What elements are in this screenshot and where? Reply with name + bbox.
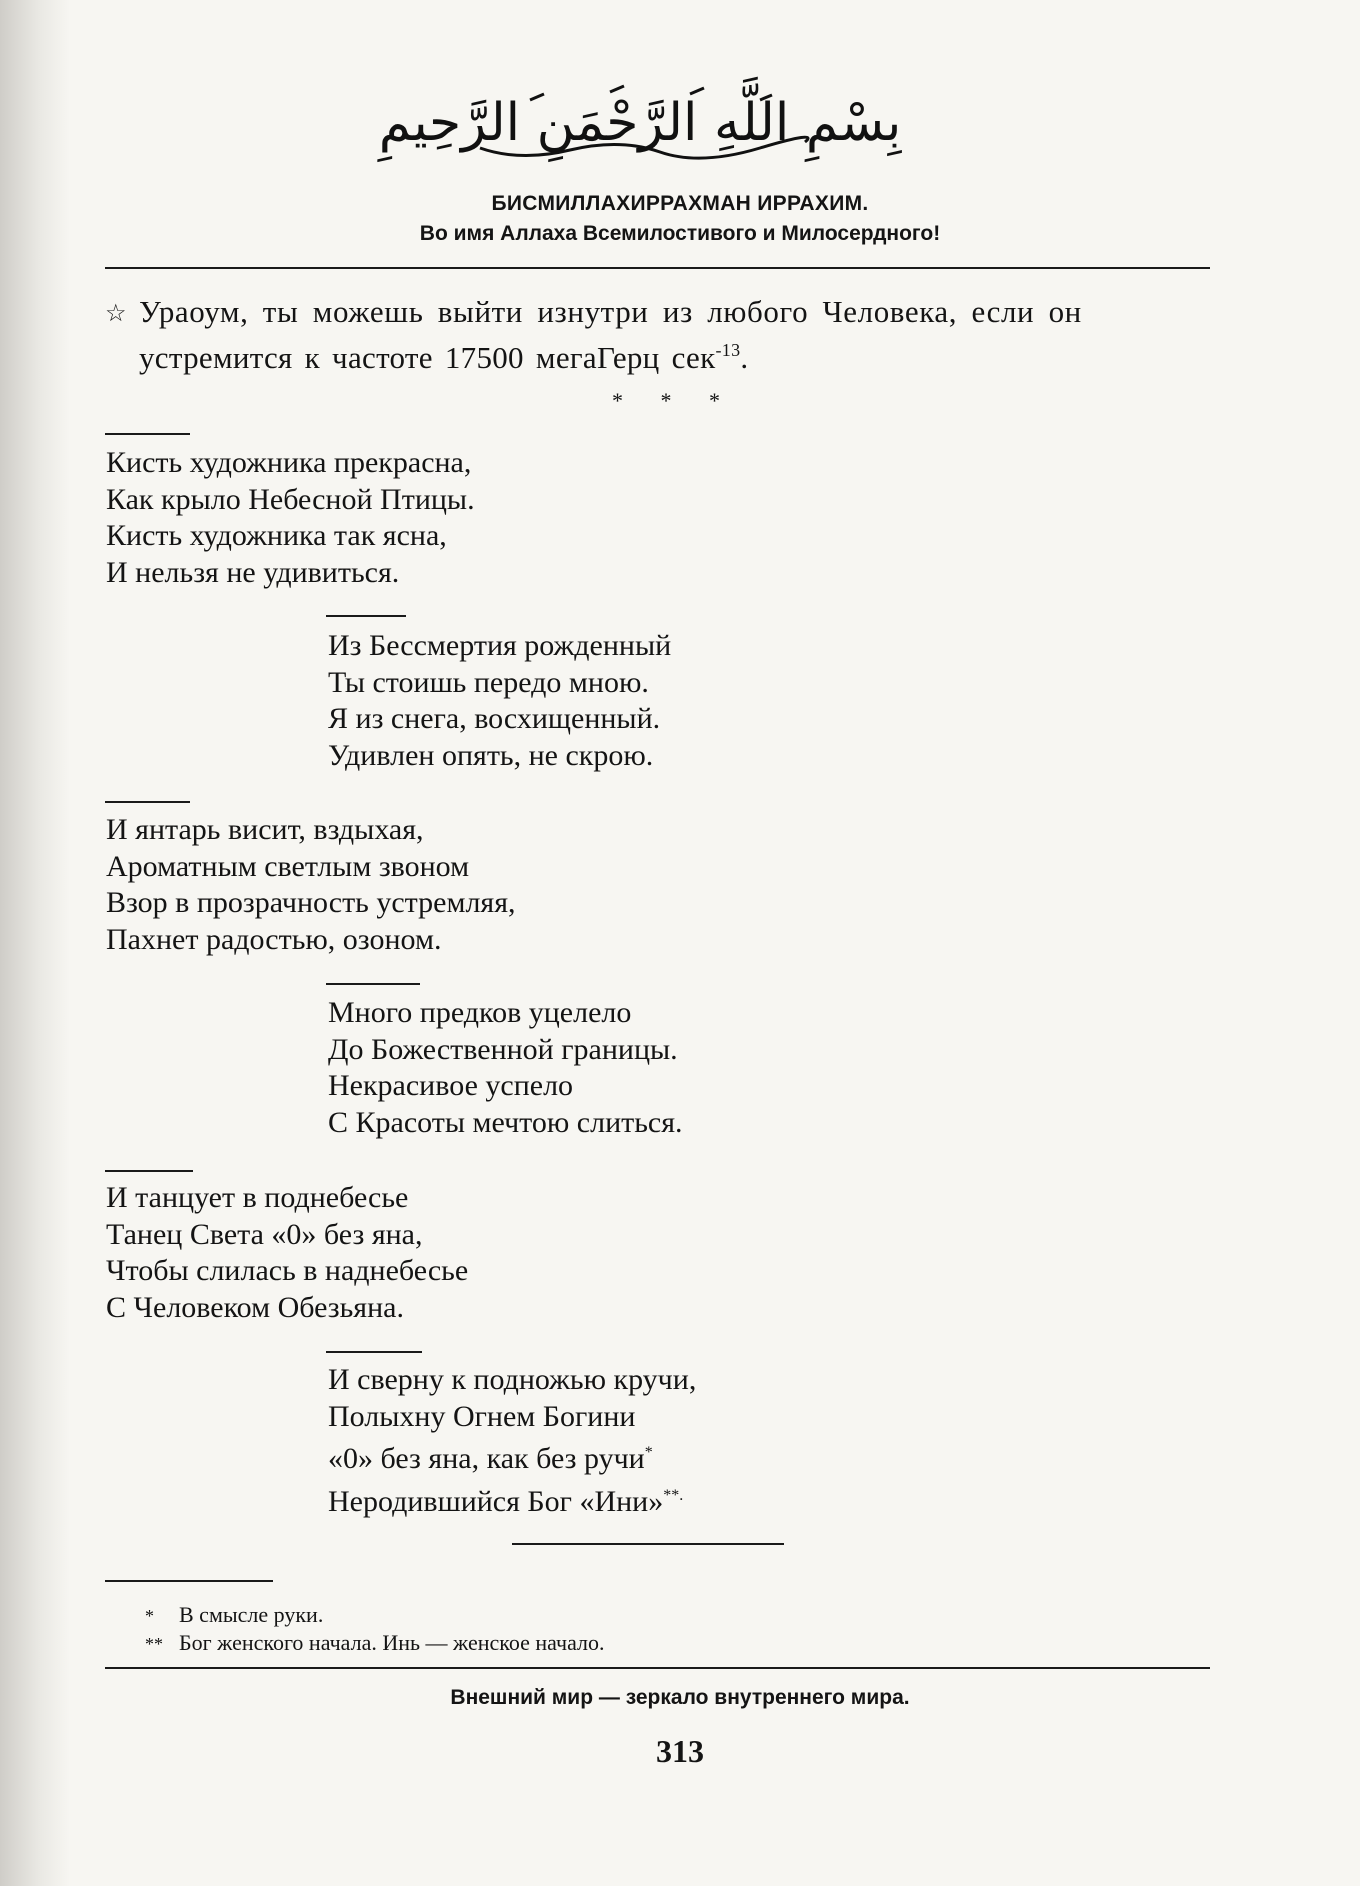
poem-line: Много предков уцелело	[328, 996, 632, 1029]
top-divider	[105, 267, 1210, 269]
header-title: БИСМИЛЛАХИРРАХМАН ИРРАХИМ.	[491, 192, 869, 215]
svg-text:بِسْمِ اللَّهِ الرَّحْمَنِ الر: بِسْمِ اللَّهِ الرَّحْمَنِ الرَّحِيمِ	[378, 93, 902, 153]
page-gutter-shadow	[0, 0, 70, 1886]
poem-line: И сверну к подножью кручи,	[328, 1363, 697, 1396]
poem-line: Ты стоишь передо мною.	[328, 665, 649, 699]
intro-superscript: -13	[715, 340, 741, 360]
footnote-marker: **	[145, 1634, 163, 1654]
poem-line: Кисть художника так ясна,	[106, 519, 447, 552]
poem-line: С Человеком Обезьяна.	[106, 1290, 404, 1324]
footnote-2: ** Бог женского начала. Инь — женское начало.	[145, 1630, 605, 1655]
section-separator: * * *	[612, 388, 736, 413]
footer-tagline: Внешний мир — зеркало внутреннего мира.	[450, 1686, 910, 1709]
poem-line: И янтарь висит, вздыхая,	[106, 813, 424, 846]
intro-line-2: устремится к частоте 17500 мегаГерц сек$^{-13}$.	[139, 340, 749, 375]
page-number: 313	[656, 1733, 704, 1769]
footnote-ref: **.	[663, 1486, 684, 1504]
poem-line: Неродившийся Бог «Ини»**.	[328, 1484, 684, 1518]
poem-line: «0» без яна, как без ручи*	[328, 1442, 653, 1475]
poem-line: Чтобы слилась в наднебесье	[106, 1254, 469, 1287]
poem-line: Как крыло Небесной Птицы.	[106, 482, 475, 516]
footnote-marker: *	[145, 1606, 154, 1626]
stanza-5	[106, 1180, 468, 1326]
poem-line: И танцует в поднебесье	[106, 1181, 409, 1214]
footnote-rule	[105, 1580, 273, 1582]
stanza-1	[106, 445, 475, 591]
footnote-1: * В смысле руки.	[145, 1602, 324, 1627]
bismillah-calligraphy	[378, 70, 902, 180]
stanza-2	[328, 628, 671, 774]
poem-line: Удивлен опять, не скрою.	[328, 738, 654, 772]
poem-line: С Красоты мечтою слиться.	[328, 1105, 683, 1139]
stanza-4	[328, 995, 683, 1141]
poem-line: И нельзя не удивиться.	[106, 555, 400, 589]
poem-line: Из Бессмертия рожденный	[328, 629, 672, 662]
poem-line: Некрасивое успело	[328, 1069, 574, 1102]
poem-line: Полыхну Огнем Богини	[328, 1399, 636, 1433]
poem-line: Взор в прозрачность устремляя,	[106, 886, 516, 919]
star-icon: ☆	[105, 301, 127, 327]
stanza-rule	[105, 1170, 193, 1172]
footnote-ref: *	[644, 1444, 653, 1461]
stanza-rule	[105, 433, 190, 435]
stanza-rule	[326, 615, 406, 617]
poem-line: До Божественной границы.	[328, 1032, 678, 1066]
poem-line: Пахнет радостью, озоном.	[106, 922, 442, 956]
stanza-3	[106, 812, 516, 958]
poem-line: Я из снега, восхищенный.	[328, 702, 661, 735]
poem-line: Кисть художника прекрасна,	[106, 446, 472, 479]
header-subtitle: Во имя Аллаха Всемилостивого и Милосердного!	[419, 222, 941, 245]
stanza-6	[328, 1362, 696, 1520]
stanza-rule	[326, 983, 420, 985]
poem-end-rule	[512, 1543, 784, 1545]
intro-line-1: Ураоум, ты можешь выйти изнутри из любого Человека, если он	[139, 294, 1082, 329]
stanza-rule	[105, 801, 190, 803]
stanza-rule	[326, 1351, 422, 1353]
poem-line: Ароматным светлым звоном	[106, 849, 470, 883]
bottom-divider	[105, 1667, 1210, 1669]
poem-line: Танец Света «0» без яна,	[106, 1217, 423, 1251]
